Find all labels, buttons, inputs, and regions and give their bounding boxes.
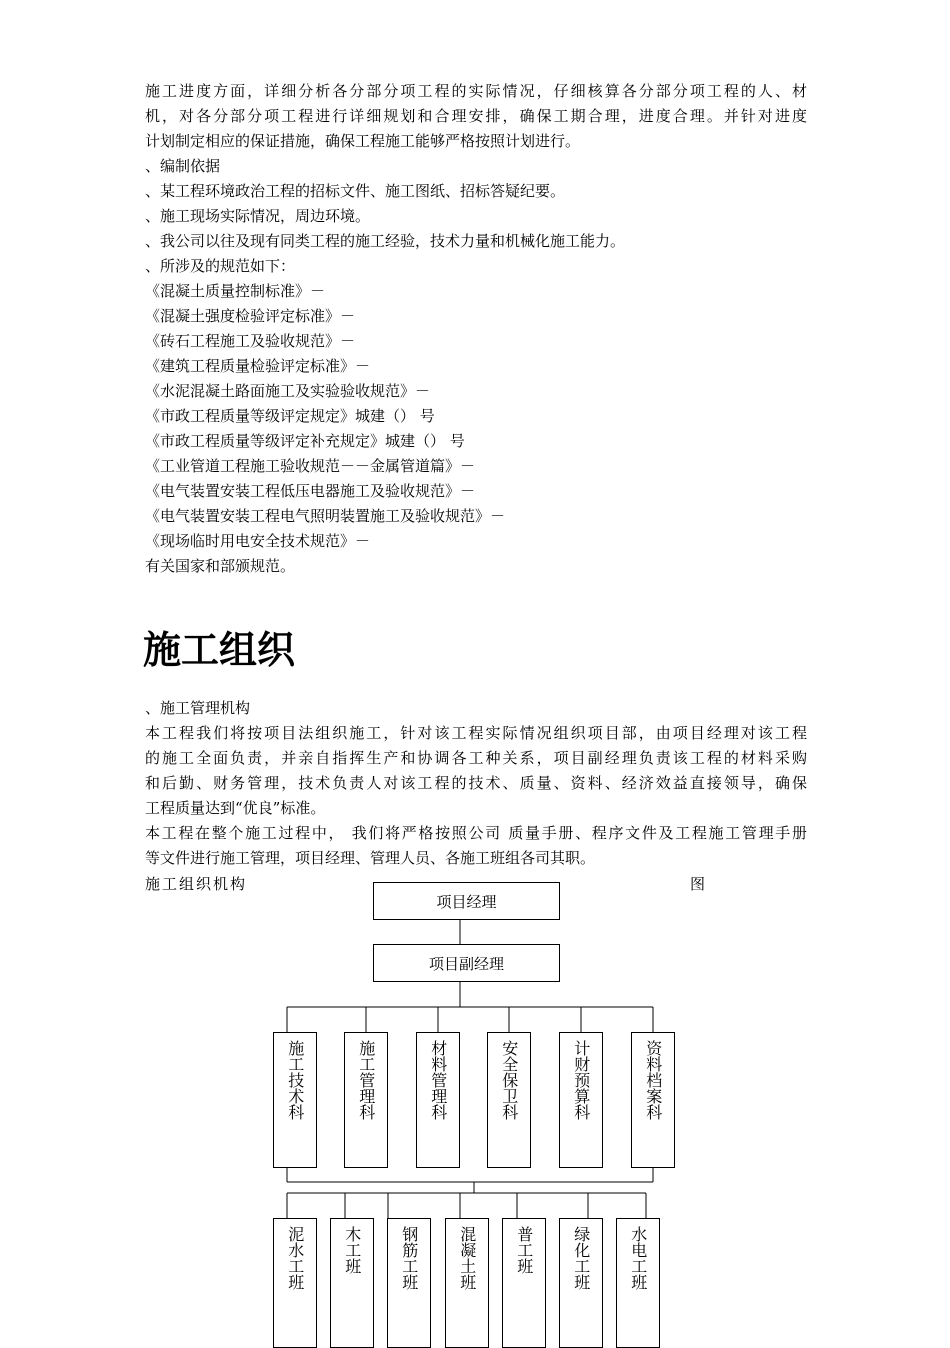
- department-label: 资料档案科: [643, 1040, 663, 1120]
- team-box: [330, 1218, 374, 1348]
- department-box: [559, 1032, 603, 1168]
- standard-item: 《水泥混凝土路面施工及实验验收规范》－: [145, 382, 431, 400]
- team-label: 钢筋工班: [399, 1226, 419, 1290]
- basis-item: 、所涉及的规范如下：: [145, 257, 296, 275]
- department-label: 施工管理科: [356, 1040, 376, 1120]
- paragraph-line: 本工程我们将按项目法组织施工，针对该工程实际情况组织项目部，由项目经理对该工程: [145, 724, 807, 742]
- standard-item: 《电气装置安装工程低压电器施工及验收规范》－: [145, 482, 476, 500]
- team-label: 泥水工班: [285, 1226, 305, 1290]
- department-box: [416, 1032, 460, 1168]
- standard-item: 《砖石工程施工及验收规范》－: [145, 332, 356, 350]
- basis-title: 、编制依据: [145, 157, 221, 175]
- department-label: 材料管理科: [428, 1040, 448, 1120]
- project-manager-box: [373, 882, 560, 920]
- standard-item: 《工业管道工程施工验收规范－－金属管道篇》－: [145, 457, 476, 475]
- team-box: [559, 1218, 603, 1348]
- standard-item: 《混凝土强度检验评定标准》－: [145, 307, 356, 325]
- deputy-manager-box: [373, 944, 560, 982]
- team-box: [273, 1218, 317, 1348]
- team-box: [502, 1218, 546, 1348]
- org-chart-caption: 施工组织机构: [145, 875, 248, 893]
- paragraph-line: 本工程在整个施工过程中， 我们将严格按照公司 质量手册、程序文件及工程施工管理手册: [145, 824, 807, 842]
- department-label: 施工技术科: [285, 1040, 305, 1120]
- standard-item: 《混凝土质量控制标准》－: [145, 282, 326, 300]
- team-box: [445, 1218, 489, 1348]
- standard-item: 《现场临时用电安全技术规范》－: [145, 532, 371, 550]
- department-box: [631, 1032, 675, 1168]
- team-label: 绿化工班: [571, 1226, 591, 1290]
- team-label: 普工班: [514, 1226, 534, 1274]
- team-label: 混凝土班: [457, 1226, 477, 1290]
- department-box: [487, 1032, 531, 1168]
- team-box: [616, 1218, 660, 1348]
- basis-item: 、施工现场实际情况，周边环境。: [145, 207, 371, 225]
- department-label: 计财预算科: [571, 1040, 591, 1120]
- org-chart-caption-suffix: 图: [690, 875, 708, 893]
- standard-item: 《建筑工程质量检验评定标准》－: [145, 357, 371, 375]
- team-label: 水电工班: [628, 1226, 648, 1290]
- section-subheading: 、施工管理机构: [145, 699, 251, 717]
- project-manager-label: 项目经理: [436, 892, 497, 911]
- team-label: 木工班: [342, 1226, 362, 1274]
- department-label: 安全保卫科: [499, 1040, 519, 1120]
- basis-item: 、我公司以往及现有同类工程的施工经验，技术力量和机械化施工能力。: [145, 232, 626, 250]
- intro-line: 计划制定相应的保证措施，确保工程施工能够严格按照计划进行。: [145, 132, 581, 150]
- team-box: [387, 1218, 431, 1348]
- intro-line: 机，对各分部分项工程进行详细规划和合理安排，确保工期合理，进度合理。并针对进度: [145, 107, 807, 125]
- department-box: [273, 1032, 317, 1168]
- paragraph-line: 工程质量达到“优良”标准。: [145, 799, 326, 817]
- section-heading: 施工组织: [143, 627, 296, 672]
- paragraph-line: 的施工全面负责，并亲自指挥生产和协调各工种关系，项目副经理负责该工程的材料采购: [145, 749, 807, 767]
- department-box: [344, 1032, 388, 1168]
- standard-item: 《市政工程质量等级评定补充规定》城建（） 号: [145, 432, 465, 450]
- intro-line: 施工进度方面，详细分析各分部分项工程的实际情况，仔细核算各分部分项工程的人、材: [145, 82, 807, 100]
- basis-item: 、某工程环境政治工程的招标文件、施工图纸、招标答疑纪要。: [145, 182, 566, 200]
- standard-item: 《市政工程质量等级评定规定》城建（） 号: [145, 407, 435, 425]
- paragraph-line: 和后勤、财务管理，技术负责人对该工程的技术、质量、资料、经济效益直接领导，确保: [145, 774, 807, 792]
- standard-item: 《电气装置安装工程电气照明装置施工及验收规范》－: [145, 507, 506, 525]
- standard-item: 有关国家和部颁规范。: [145, 557, 296, 575]
- paragraph-line: 等文件进行施工管理，项目经理、管理人员、各施工班组各司其职。: [145, 849, 596, 867]
- deputy-manager-label: 项目副经理: [428, 954, 504, 973]
